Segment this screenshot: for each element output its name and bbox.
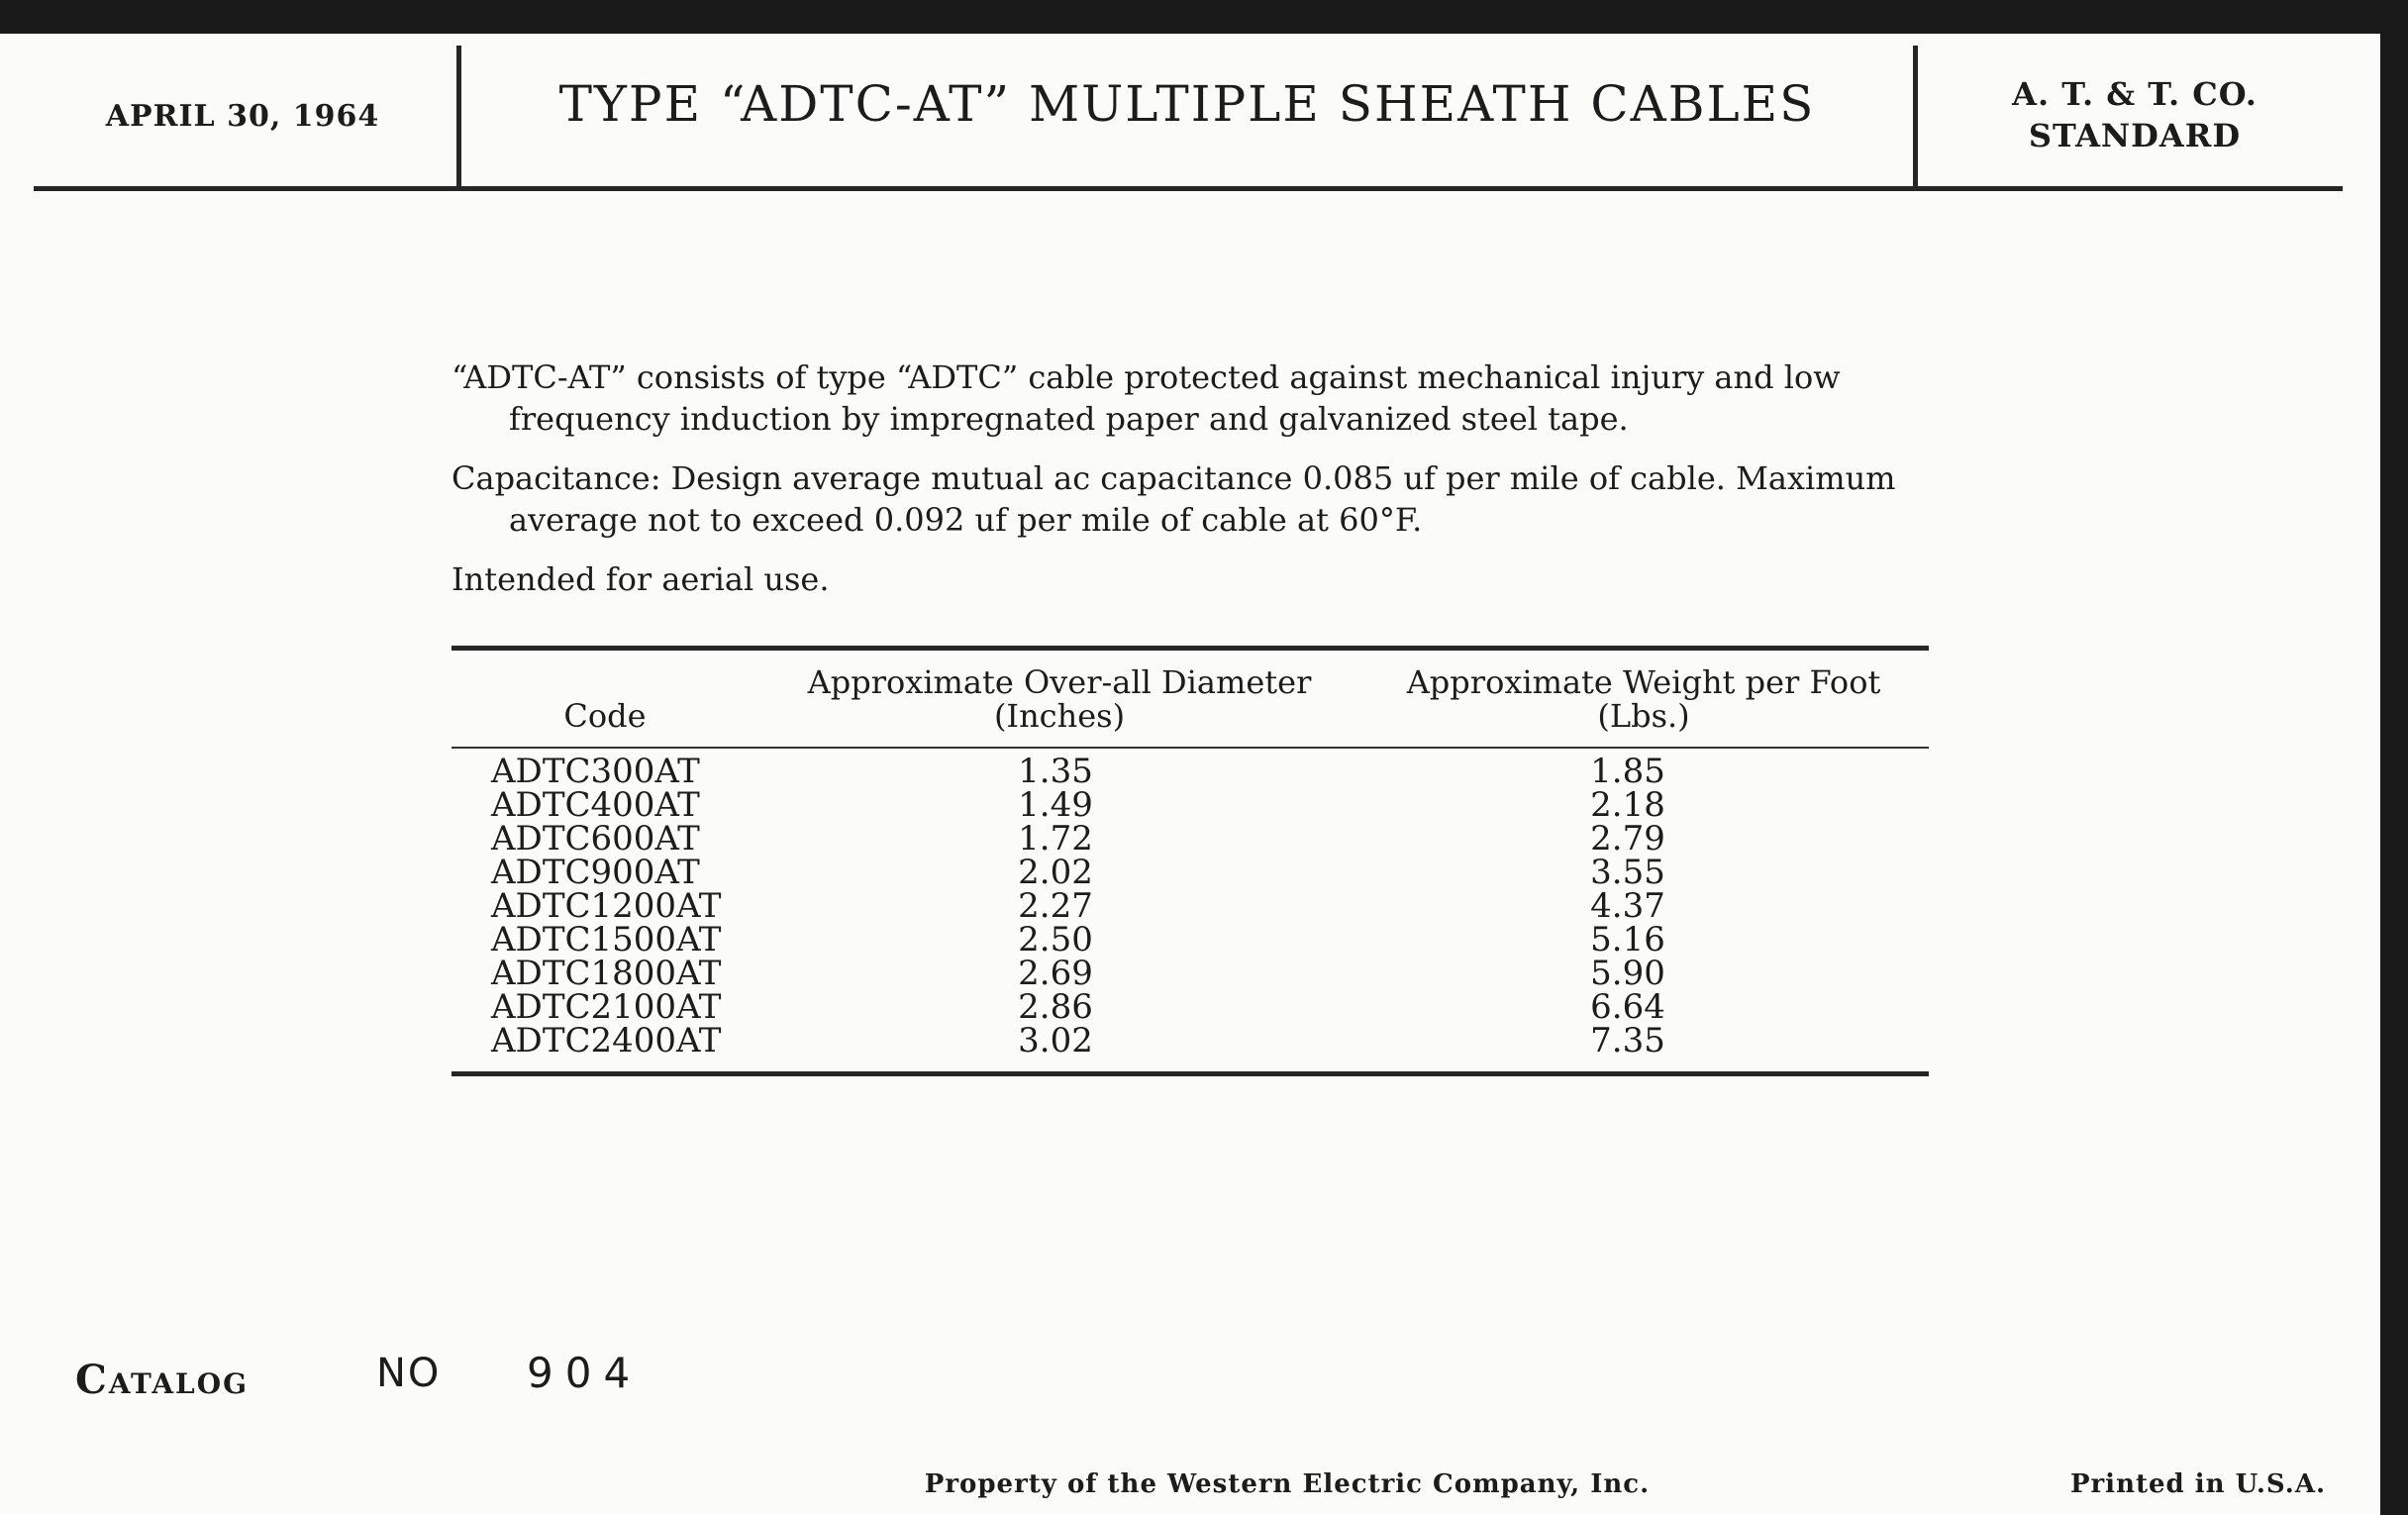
cell-diameter: 3.02 bbox=[1018, 1021, 1093, 1060]
description-line-1: “ADTC-AT” consists of type “ADTC” cable protected against mechanical injury and low bbox=[452, 358, 1841, 396]
header-rule bbox=[34, 186, 2343, 191]
table-top-rule bbox=[452, 646, 1929, 651]
cell-diameter: 2.86 bbox=[1018, 987, 1093, 1027]
table-row bbox=[452, 1021, 1929, 1060]
cell-weight: 4.37 bbox=[1590, 886, 1665, 926]
cell-weight: 2.79 bbox=[1590, 819, 1665, 858]
cell-diameter: 2.02 bbox=[1018, 853, 1093, 892]
cell-diameter: 2.27 bbox=[1018, 886, 1093, 926]
cell-diameter: 2.50 bbox=[1018, 920, 1093, 960]
description-paragraph bbox=[452, 356, 1937, 440]
footer-property: Property of the Western Electric Company, Inc. bbox=[924, 1469, 1651, 1499]
footer-printed: Printed in U.S.A. bbox=[2069, 1469, 2327, 1499]
diameter-header-line-2: (Inches) bbox=[993, 697, 1126, 735]
table-row bbox=[452, 954, 1929, 993]
cell-diameter: 2.69 bbox=[1018, 954, 1093, 993]
column-header-code: Code bbox=[563, 697, 647, 735]
table-row bbox=[452, 886, 1929, 926]
header-date: APRIL 30, 1964 bbox=[105, 99, 380, 134]
table-header-rule bbox=[452, 747, 1929, 749]
table-bottom-rule bbox=[452, 1071, 1929, 1076]
weight-header-line-2: (Lbs.) bbox=[1597, 697, 1690, 735]
cell-weight: 7.35 bbox=[1590, 1021, 1665, 1060]
cell-code: ADTC900AT bbox=[491, 853, 700, 892]
header-standard bbox=[1917, 73, 2353, 156]
table-row bbox=[452, 819, 1929, 858]
table-row bbox=[452, 987, 1929, 1027]
cell-code: ADTC2400AT bbox=[491, 1021, 722, 1060]
cell-weight: 1.85 bbox=[1590, 752, 1665, 791]
table-row bbox=[452, 752, 1929, 791]
cell-code: ADTC1500AT bbox=[491, 920, 722, 960]
catalog-sheet bbox=[0, 34, 2380, 1515]
capacitance-line-1: Capacitance: Design average mutual ac capacitance 0.085 uf per mile of cable. Maximum bbox=[452, 459, 1896, 497]
cell-code: ADTC1800AT bbox=[491, 954, 722, 993]
cell-weight: 5.90 bbox=[1590, 954, 1665, 993]
cell-diameter: 1.72 bbox=[1018, 819, 1093, 858]
weight-header-line-1: Approximate Weight per Foot bbox=[1406, 663, 1881, 701]
cell-code: ADTC2100AT bbox=[491, 987, 722, 1027]
cell-code: ADTC300AT bbox=[491, 752, 700, 791]
capacitance-line-2: average not to exceed 0.092 uf per mile of cable at 60°F. bbox=[509, 501, 1423, 539]
page-title: TYPE “ADTC-AT” MULTIPLE SHEATH CABLES bbox=[558, 75, 1816, 133]
description-line-2: frequency induction by impregnated paper and galvanized steel tape. bbox=[509, 400, 1629, 438]
usage-paragraph: Intended for aerial use. bbox=[452, 560, 830, 598]
cell-code: ADTC1200AT bbox=[491, 886, 722, 926]
standard-line-2: STANDARD bbox=[2028, 117, 2242, 154]
catalog-no-label: NO bbox=[376, 1351, 442, 1396]
cell-weight: 5.16 bbox=[1590, 920, 1665, 960]
cell-weight: 2.18 bbox=[1590, 785, 1665, 825]
table-row bbox=[452, 920, 1929, 960]
table-row bbox=[452, 785, 1929, 825]
cell-code: ADTC400AT bbox=[491, 785, 700, 825]
table-row bbox=[452, 853, 1929, 892]
cell-weight: 3.55 bbox=[1590, 853, 1665, 892]
cell-weight: 6.64 bbox=[1590, 987, 1665, 1027]
capacitance-paragraph bbox=[452, 457, 1937, 541]
column-header-weight bbox=[1366, 665, 1921, 733]
cell-diameter: 1.35 bbox=[1018, 752, 1093, 791]
column-header-diameter bbox=[772, 665, 1347, 733]
cell-code: ADTC600AT bbox=[491, 819, 700, 858]
standard-line-1: A. T. & T. CO. bbox=[2012, 75, 2258, 113]
catalog-label: Catalog bbox=[75, 1357, 250, 1403]
cable-table-body bbox=[452, 752, 1929, 1060]
catalog-number: 904 bbox=[527, 1349, 643, 1397]
diameter-header-line-1: Approximate Over-all Diameter bbox=[807, 663, 1312, 701]
cell-diameter: 1.49 bbox=[1018, 785, 1093, 825]
